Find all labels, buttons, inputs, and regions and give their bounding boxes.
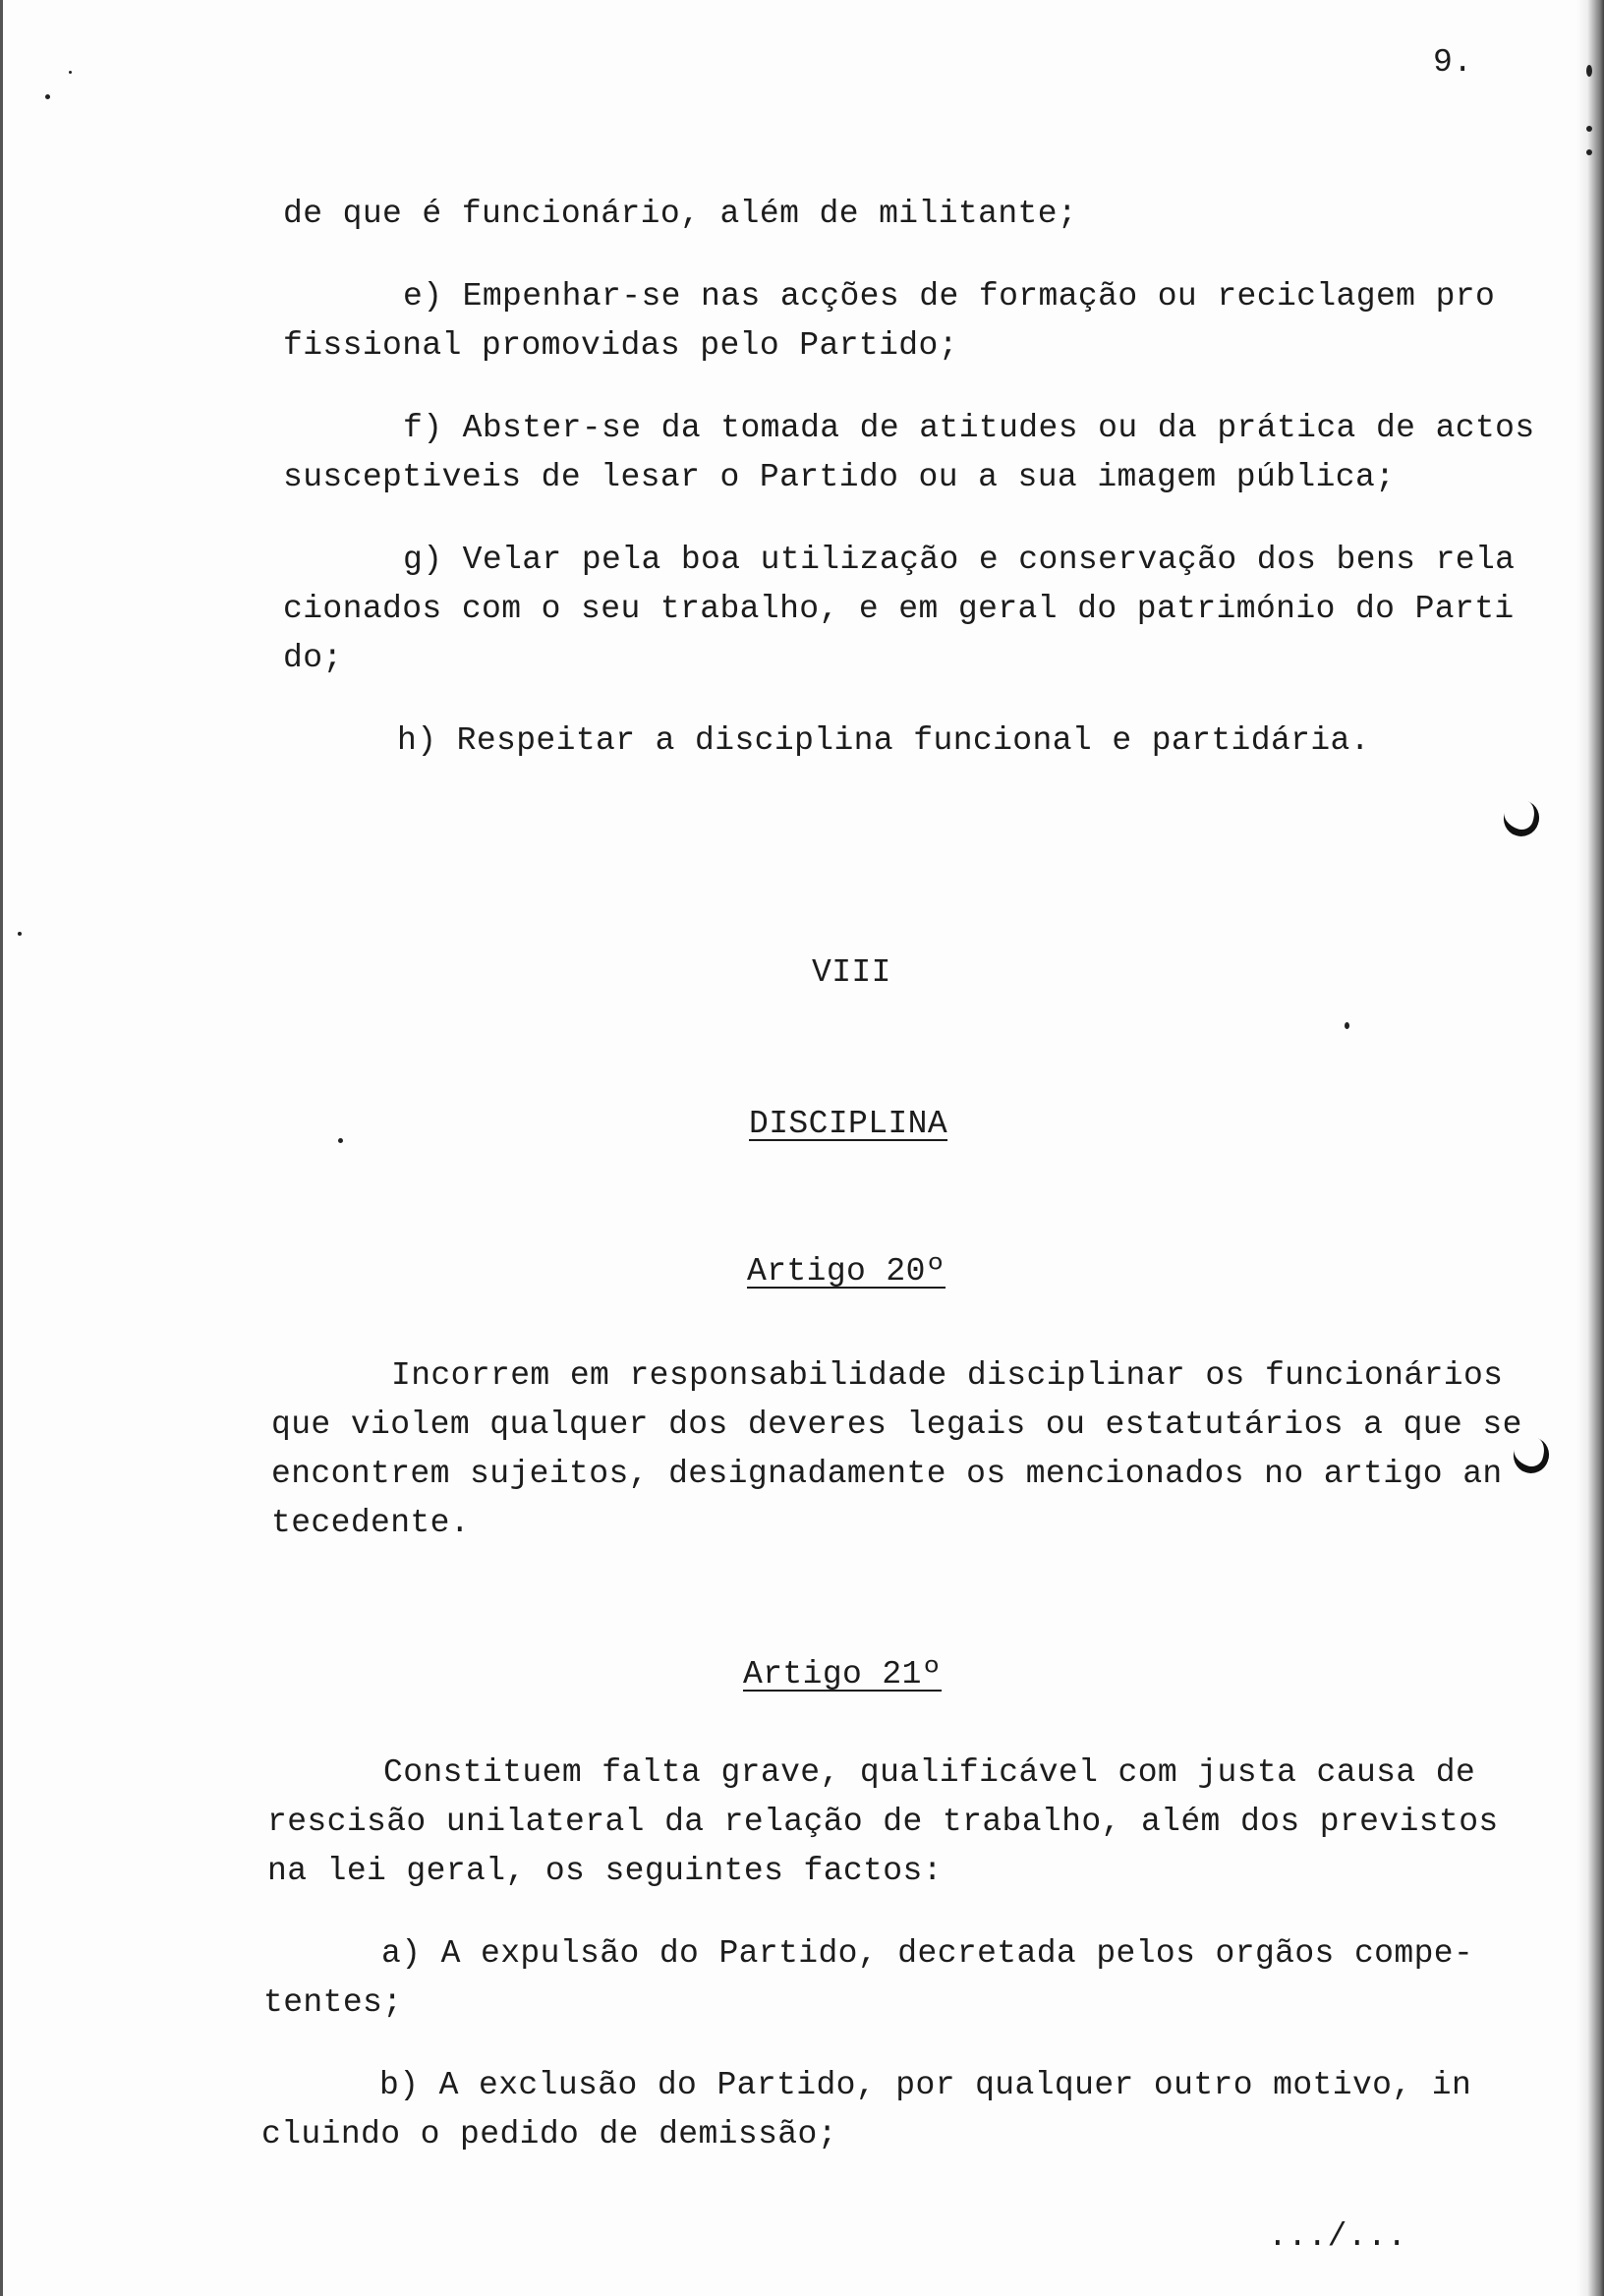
footer-continuation: .../...	[1268, 2218, 1407, 2255]
scan-speck	[45, 94, 50, 99]
scan-speck	[18, 932, 22, 936]
item-g-line-2: cionados com o seu trabalho, e em geral do património do Parti	[283, 591, 1515, 627]
article-20-line-2: que violem qualquer dos deveres legais ou estatutários a que se	[271, 1406, 1522, 1443]
continuation-line: de que é funcionário, além de militante;	[283, 196, 1078, 232]
article-20-heading: Artigo 20º	[747, 1253, 946, 1290]
article-20-line-4: tecedente.	[271, 1505, 471, 1541]
item-e-line-2: fissional promovidas pelo Partido;	[283, 327, 958, 364]
article-21-item-a-line-1: a) A expulsão do Partido, decretada pelos orgãos compe-	[381, 1935, 1474, 1972]
item-e-line-1: e) Empenhar-se nas acções de formação ou reciclagem pro	[403, 278, 1496, 315]
page-left-edge	[0, 0, 3, 2296]
item-f-line-1: f) Abster-se da tomada de atitudes ou da prática de actos	[403, 410, 1535, 446]
article-21-heading: Artigo 21º	[743, 1656, 943, 1693]
scan-speck	[1586, 65, 1592, 77]
page-right-edge-shadow	[1576, 0, 1604, 2296]
chapter-title: DISCIPLINA	[749, 1106, 948, 1142]
chapter-number: VIII	[812, 954, 891, 991]
page-number: 9.	[1433, 44, 1473, 81]
scan-speck	[1586, 126, 1592, 132]
item-g-line-3: do;	[283, 640, 343, 676]
article-20-line-3: encontrem sujeitos, designadamente os mencionados no artigo an	[271, 1456, 1503, 1492]
article-21-intro-line-1: Constituem falta grave, qualificável com justa causa de	[383, 1754, 1476, 1791]
article-21-item-b-line-2: cluindo o pedido de demissão;	[261, 2116, 837, 2152]
item-h-line-1: h) Respeitar a disciplina funcional e partidária.	[397, 722, 1370, 759]
scan-speck	[69, 71, 72, 74]
article-21-intro-line-3: na lei geral, os seguintes factos:	[267, 1853, 943, 1889]
scan-speck	[1345, 1022, 1349, 1029]
article-20-line-1: Incorrem em responsabilidade disciplinar os funcionários	[391, 1357, 1504, 1394]
scan-speck	[1586, 149, 1592, 155]
scan-speck	[338, 1138, 343, 1143]
item-g-line-1: g) Velar pela boa utilização e conservação dos bens rela	[403, 542, 1516, 578]
punch-hole-mark	[1499, 795, 1544, 841]
article-21-item-a-line-2: tentes;	[263, 1984, 403, 2021]
item-f-line-2: susceptiveis de lesar o Partido ou a sua imagem pública;	[283, 459, 1396, 495]
article-21-item-b-line-1: b) A exclusão do Partido, por qualquer outro motivo, in	[379, 2067, 1472, 2103]
article-21-intro-line-2: rescisão unilateral da relação de trabalho, além dos previstos	[267, 1804, 1499, 1840]
